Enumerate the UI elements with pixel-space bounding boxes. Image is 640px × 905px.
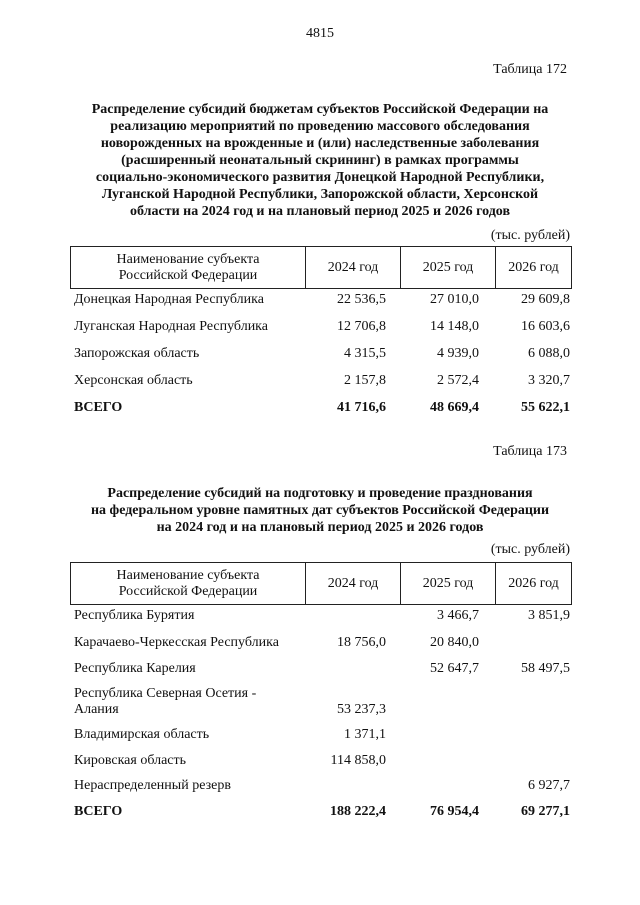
title-line: социально-экономического развития Донецкой Народной Республики, bbox=[95, 170, 545, 185]
title-line: на 2024 год и на плановый период 2025 и 2026 годов bbox=[156, 520, 484, 535]
title-line: Распределение субсидий бюджетам субъектов Российской Федерации на bbox=[91, 102, 549, 117]
value-2026: 3 851,9 bbox=[528, 608, 570, 623]
value-2025: 20 840,0 bbox=[430, 635, 479, 650]
column-header-2025: 2025 год bbox=[401, 563, 496, 605]
total-2026: 69 277,1 bbox=[521, 804, 570, 819]
table-172-title bbox=[60, 101, 580, 220]
row-name: Херсонская область bbox=[74, 373, 193, 388]
value-2025: 14 148,0 bbox=[430, 319, 479, 334]
table-row bbox=[70, 661, 572, 686]
table-row bbox=[70, 727, 572, 753]
title-line: реализацию мероприятий по проведению массового обследования bbox=[110, 119, 530, 134]
total-row bbox=[70, 804, 572, 830]
value-2026: 3 320,7 bbox=[528, 373, 570, 388]
row-name: Республика Карелия bbox=[74, 661, 196, 676]
table-row bbox=[70, 319, 572, 346]
column-header-name bbox=[71, 247, 306, 289]
table-173-header bbox=[70, 562, 572, 605]
value-2026: 6 088,0 bbox=[528, 346, 570, 361]
value-2024: 114 858,0 bbox=[330, 753, 386, 768]
value-2025: 27 010,0 bbox=[430, 292, 479, 307]
value-2024: 1 371,1 bbox=[344, 727, 386, 742]
total-2025: 48 669,4 bbox=[430, 400, 479, 415]
value-2025: 2 572,4 bbox=[437, 373, 479, 388]
value-2026: 58 497,5 bbox=[521, 661, 570, 676]
header-name-line: Наименование субъекта bbox=[116, 567, 260, 583]
column-header-2024: 2024 год bbox=[306, 563, 401, 605]
value-2026: 29 609,8 bbox=[521, 292, 570, 307]
title-line: на федеральном уровне памятных дат субъектов Российской Федерации bbox=[90, 503, 550, 518]
title-line: Распределение субсидий на подготовку и проведение празднования bbox=[107, 486, 533, 501]
row-name bbox=[74, 686, 314, 718]
total-2025: 76 954,4 bbox=[430, 804, 479, 819]
table-row bbox=[70, 778, 572, 804]
value-2024: 53 237,3 bbox=[337, 702, 386, 717]
column-header-name bbox=[71, 563, 306, 605]
column-header-2026: 2026 год bbox=[496, 563, 572, 605]
row-name: Запорожская область bbox=[74, 346, 200, 361]
table-172-body bbox=[70, 292, 572, 427]
value-2024: 18 756,0 bbox=[337, 635, 386, 650]
title-line: Луганской Народной Республики, Запорожской области, Херсонской bbox=[101, 187, 539, 202]
table-row bbox=[70, 346, 572, 373]
title-line: (расширенный неонатальный скрининг) в рамках программы bbox=[121, 153, 519, 168]
row-name-line: Республика Северная Осетия - bbox=[74, 686, 257, 701]
value-2025: 3 466,7 bbox=[437, 608, 479, 623]
header-name-line: Наименование субъекта bbox=[116, 251, 260, 267]
table-173-body bbox=[70, 608, 572, 830]
row-name: Владимирская область bbox=[74, 727, 210, 742]
value-2025: 52 647,7 bbox=[430, 661, 479, 676]
table-172-label: Таблица 172 bbox=[493, 62, 567, 77]
value-2026: 6 927,7 bbox=[528, 778, 570, 793]
table-173-label: Таблица 173 bbox=[493, 444, 567, 459]
total-row bbox=[70, 400, 572, 427]
total-2024: 188 222,4 bbox=[330, 804, 386, 819]
header-name-line: Российской Федерации bbox=[118, 583, 258, 599]
row-name-line: Алания bbox=[74, 702, 119, 717]
row-name: Нераспределенный резерв bbox=[74, 778, 231, 793]
row-name: Карачаево-Черкесская Республика bbox=[74, 635, 279, 650]
table-172-header bbox=[70, 246, 572, 289]
table-173-unit: (тыс. рублей) bbox=[490, 542, 570, 557]
row-name: Республика Бурятия bbox=[74, 608, 195, 623]
row-name: Луганская Народная Республика bbox=[74, 319, 268, 334]
page-number: 4815 bbox=[306, 26, 334, 41]
row-name: Донецкая Народная Республика bbox=[74, 292, 264, 307]
value-2024: 12 706,8 bbox=[337, 319, 386, 334]
table-row bbox=[70, 686, 572, 727]
total-label: ВСЕГО bbox=[74, 400, 123, 415]
table-row bbox=[70, 635, 572, 661]
table-row bbox=[70, 608, 572, 635]
value-2025: 4 939,0 bbox=[437, 346, 479, 361]
column-header-2024: 2024 год bbox=[306, 247, 401, 289]
column-header-2026: 2026 год bbox=[496, 247, 572, 289]
value-2024: 4 315,5 bbox=[344, 346, 386, 361]
total-label: ВСЕГО bbox=[74, 804, 123, 819]
total-2024: 41 716,6 bbox=[337, 400, 386, 415]
title-line: области на 2024 год и на плановый период 2025 и 2026 годов bbox=[129, 204, 511, 219]
value-2024: 22 536,5 bbox=[337, 292, 386, 307]
table-173-title bbox=[60, 485, 580, 536]
table-row bbox=[70, 292, 572, 319]
value-2026: 16 603,6 bbox=[521, 319, 570, 334]
table-row bbox=[70, 753, 572, 778]
value-2024: 2 157,8 bbox=[344, 373, 386, 388]
header-name-line: Российской Федерации bbox=[118, 267, 258, 283]
table-172-unit: (тыс. рублей) bbox=[490, 228, 570, 243]
column-header-2025: 2025 год bbox=[401, 247, 496, 289]
title-line: новорожденных на врожденные и (или) наследственные заболевания bbox=[100, 136, 540, 151]
table-row bbox=[70, 373, 572, 400]
total-2026: 55 622,1 bbox=[521, 400, 570, 415]
row-name: Кировская область bbox=[74, 753, 187, 768]
